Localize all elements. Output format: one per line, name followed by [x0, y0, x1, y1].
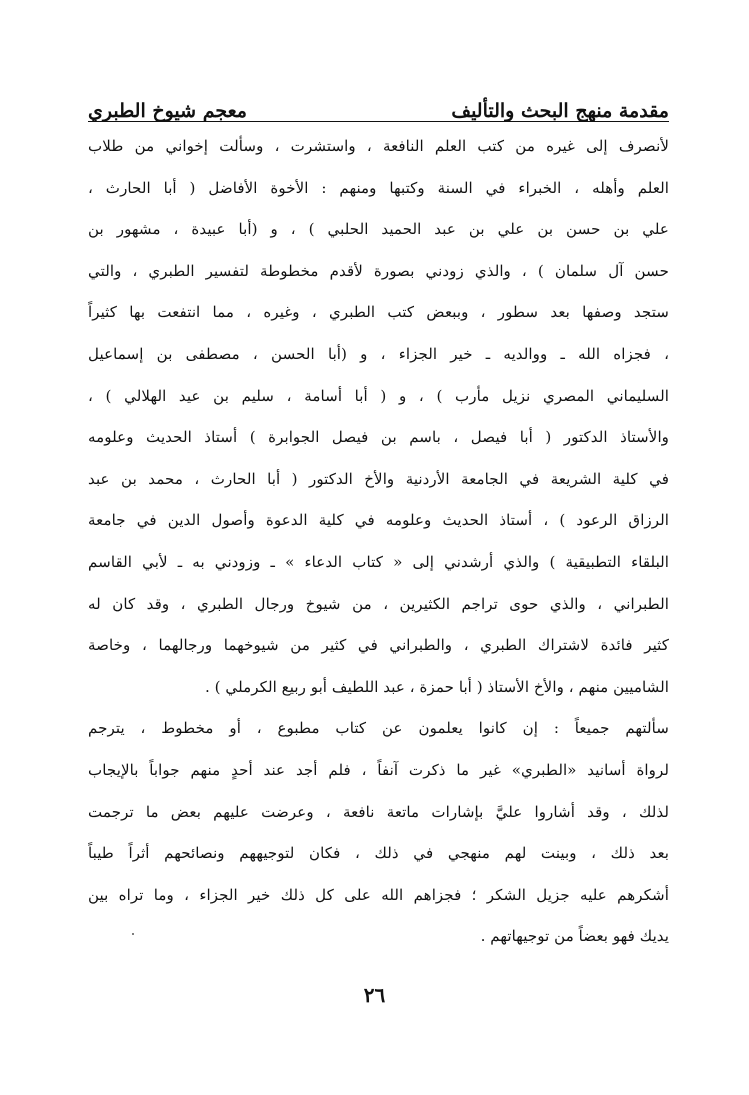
text-line: البلقاء التطبيقية ) والذي أرشدني إلى « كتاب الدعاء » ـ وزودني به ـ لأبي القاسم [88, 552, 669, 571]
text-line: علي بن حسن بن علي بن عبد الحميد الحلبي ) ، و (أبا عبيدة ، مشهور بن [88, 220, 669, 239]
text-line: كثير فائدة لاشتراك الطبري ، والطبراني في كثير من شيوخهما ورجالهما ، وخاصة [88, 636, 669, 655]
text-line: يديك فهو بعضاً من توجيهاتهم . [480, 927, 669, 946]
header-book-title: معجم شيوخ الطبري [88, 100, 247, 122]
text-line: السليماني المصري نزيل مأرب ) ، و ( أبا أسامة ، سليم بن عيد الهلالي ) ، [88, 386, 669, 405]
text-line: الطبراني ، والذي حوى تراجم الكثيرين ، من شيوخ ورجال الطبري ، وقد كان له [88, 594, 669, 613]
text-line: ستجد وصفها بعد سطور ، وببعض كتب الطبري ، وغيره ، مما انتفعت بها كثيراً [88, 303, 669, 322]
text-line: ، فجزاه الله ـ ووالديه ـ خير الجزاء ، و (أبا الحسن ، مصطفى بن إسماعيل [88, 344, 669, 363]
text-line: لأنصرف إلى غيره من كتب العلم النافعة ، واستشرت ، وسألت إخواني من طلاب [88, 137, 669, 155]
running-header [88, 86, 669, 122]
text-line: سألتهم جميعاً : إن كانوا يعلمون عن كتاب مطبوع ، أو مخطوط ، يترجم [88, 719, 669, 738]
body-text [88, 126, 669, 958]
header-book-section: مقدمة منهج البحث والتأليف [451, 100, 669, 122]
text-line: لرواة أسانيد «الطبري» غير ما ذكرت آنفاً ، فلم أجد عند أحدٍ منهم جواباً بالإيجاب [88, 760, 669, 779]
text-line: أشكرهم عليه جزيل الشكر ؛ فجزاهم الله على كل ذلك خير الجزاء ، وما تراه بين [88, 885, 669, 904]
print-speck [132, 933, 134, 935]
text-line: بعد ذلك ، وبينت لهم منهجي في ذلك ، فكان لتوجيههم ونصائحهم أثراً طيباً [88, 844, 669, 863]
text-line: حسن آل سلمان ) ، والذي زودني بصورة لأقدم مخطوطة لتفسير الطبري ، والتي [88, 261, 669, 280]
text-line: العلم وأهله ، الخبراء في السنة وكتبها ومنهم : الأخوة الأفاضل ( أبا الحارث ، [88, 178, 669, 197]
text-line: لذلك ، وقد أشاروا عليَّ بإشارات ماتعة نافعة ، وعرضت عليهم بعض ما ترجمت [88, 802, 669, 821]
page-number: ٢٦ [363, 983, 386, 1007]
text-line: في كلية الشريعة في الجامعة الأردنية والأخ الدكتور ( أبا الحارث ، محمد بن عبد [88, 469, 669, 488]
text-line: الرزاق الرعود ) ، أستاذ الحديث وعلومه في كلية الدعوة وأصول الدين في جامعة [88, 511, 669, 530]
header-rule [88, 121, 669, 122]
text-line: والأستاذ الدكتور ( أبا فيصل ، باسم بن فيصل الجوابرة ) أستاذ الحديث وعلومه [88, 428, 669, 447]
text-line: الشاميين منهم ، والأخ الأستاذ ( أبا حمزة ، عبد اللطيف أبو ربيع الكرملي ) . [205, 677, 669, 696]
